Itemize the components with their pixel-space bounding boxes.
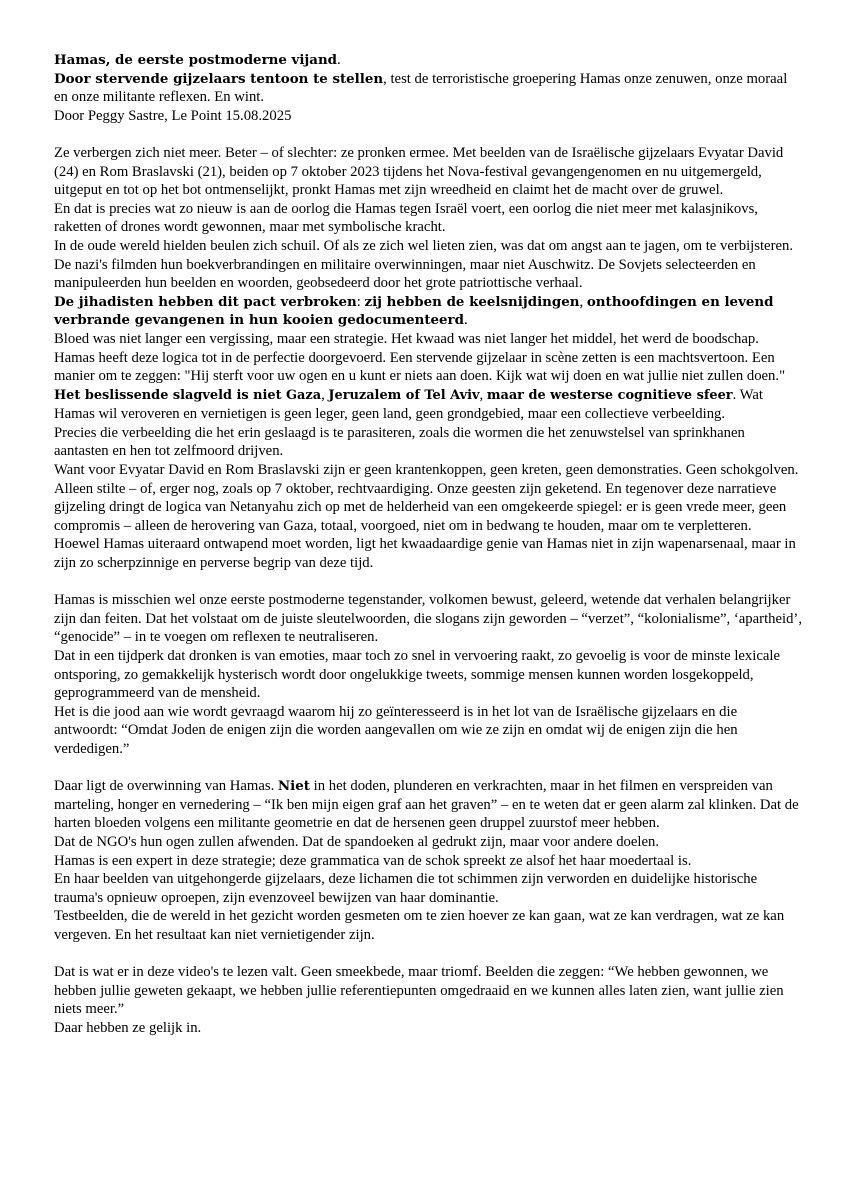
article-page [54, 51, 802, 1037]
paragraph: Bloed was niet langer een vergissing, maar een strategie. Het kwaad was niet langer het middel, het werd de boodschap. [54, 330, 759, 347]
paragraph-gap [54, 573, 802, 592]
closing-line: Daar hebben ze gelijk in. [54, 1019, 202, 1036]
paragraph-emphasis: De jihadisten hebben dit pact verbroken: zij hebben de keelsnijdingen, onthoofdingen en levend verbrande gevangenen in hun kooien gedocumenteerd. [54, 293, 774, 329]
paragraph: Ze verbergen zich niet meer. Beter – of slechter: ze pronken ermee. Met beelden van de Israëlische gijzelaars Evyatar David (24) en Rom Braslavski (21), beiden op 7 oktober 2023 tijdens het Nova-festival gevangengenomen en nu uitgemergeld, uitgeput en tot op het bot ontmenselijkt, pronkt Hamas met zijn wreedheid en claimt het de macht over de gruwel. [54, 144, 784, 199]
paragraph: Dat de NGO's hun ogen zullen afwenden. Dat de spandoeken al gedrukt zijn, maar voor andere doelen. [54, 833, 660, 850]
paragraph: Hoewel Hamas uiteraard ontwapend moet worden, ligt het kwaadaardige genie van Hamas niet in zijn wapenarsenaal, maar in zijn zo scherpzinnige en perverse begrip van deze tijd. [54, 536, 796, 572]
paragraph: Dat is wat er in deze video's te lezen valt. Geen smeekbede, maar triomf. Beelden die zeggen: “We hebben gewonnen, we hebben jullie geweten gekaapt, we hebben jullie referentiepunten omgedraaid en we kunnen alles laten zien, want jullie zien niets meer.” [54, 964, 784, 1018]
paragraph-gap [54, 125, 802, 144]
article-lead [54, 70, 802, 107]
paragraph: Want voor Evyatar David en Rom Braslavski zijn er geen krantenkoppen, geen kreten, geen demonstraties. Geen schokgolven. Alleen stilte – of, erger nog, zoals op 7 oktober, rechtvaardiging. Onze geesten zijn geketend. En tegenover deze narratieve gijzeling dringt de logica van Netanyahu zich op met de helderheid van een omgekeerde spiegel: er is geen vrede meer, geen compromis – alleen de herovering van Gaza, totaal, voorgoed, niet om in bedwang te houden, maar om te verpletteren. [54, 462, 799, 534]
lead-rest: , test de terroristische groepering Hamas onze zenuwen, onze moraal en onze militante reflexen. En wint. [54, 70, 788, 106]
title-end: . [337, 52, 341, 68]
paragraph: Hamas is misschien wel onze eerste postmoderne tegenstander, volkomen bewust, geleerd, wetende dat verhalen belangrijker zijn dan feiten. Dat het volstaat om de juiste sleutelwoorden, die slogans zijn geworden – “verzet”, “kolonialisme”, ‘apartheid’, “genocide” – in te voegen om reflexen te neutraliseren. [54, 592, 802, 646]
byline: Door Peggy Sastre, Le Point 15.08.2025 [54, 107, 292, 124]
paragraph: Precies die verbeelding die het erin geslaagd is te parasiteren, zoals die wormen die het zenuwstelsel van sprinkhanen aantasten en hen tot zelfmoord drijven. [54, 424, 745, 460]
lead-bold: Door stervende gijzelaars tentoon te stellen [54, 70, 384, 87]
title-text: Hamas, de eerste postmoderne vijand [54, 52, 338, 68]
paragraph: Dat in een tijdperk dat dronken is van emoties, maar toch zo snel in vervoering raakt, zo gevoelig is voor de minste lexicale ontsporing, zo gemakkelijk hysterisch wordt door ongelukkige tweets, sommige mensen kunnen worden losgekoppeld, geprogrammeerd van de mensheid. [54, 648, 780, 702]
paragraph: En haar beelden van uitgehongerde gijzelaars, deze lichamen die tot schimmen zijn verworden en duidelijke historische trauma's opnieuw oproepen, zijn evenzoveel bewijzen van haar dominantie. [54, 871, 758, 906]
paragraph: Het is die jood aan wie wordt gevraagd waarom hij zo geïnteresseerd is in het lot van de Israëlische gijzelaars en die antwoordt: “Omdat Joden de enigen zijn die worden aangevallen om wie ze zijn en omdat wij de enigen zijn die hen verdedigen.” [54, 703, 738, 757]
paragraph: En dat is precies wat zo nieuw is aan de oorlog die Hamas tegen Israël voert, een oorlog die niet meer met kalasjnikovs, raketten of drones wordt gewonnen, maar met symbolische kracht. [54, 200, 758, 236]
paragraph: De nazi's filmden hun boekverbrandingen en militaire overwinningen, maar niet Auschwitz. De Sovjets selecteerden en manipuleerden hun beelden en woorden, geobsedeerd door het grote patriottische verhaal. [54, 256, 756, 292]
paragraph: Hamas is een expert in deze strategie; deze grammatica van de schok spreekt ze alsof het haar moedertaal is. [54, 852, 692, 869]
paragraph-gap [54, 759, 802, 778]
paragraph: In de oude wereld hielden beulen zich schuil. Of als ze zich wel lieten zien, was dat om angst aan te jagen, om te verbijsteren. [54, 237, 793, 254]
paragraph-emphasis: Daar ligt de overwinning van Hamas. Niet in het doden, plunderen en verkrachten, maar in het filmen en verspreiden van marteling, honger en vernedering – “Ik ben mijn eigen graf aan het graven” – en te weten dat er geen alarm zal klinken. Dat de harten bloeden volgens een militante geometrie en dat de hersenen geen druppel zuurstof meer hebben. [54, 778, 799, 832]
paragraph-gap [54, 945, 802, 964]
paragraph: Testbeelden, die de wereld in het gezicht worden gesmeten om te zien hoever ze kan gaan, wat ze kan verdragen, wat ze kan vergeven. En het resultaat kan niet vernietigender zijn. [54, 908, 785, 943]
article-title [54, 51, 802, 70]
paragraph-emphasis: Het beslissende slagveld is niet Gaza, Jeruzalem of Tel Aviv, maar de westerse cognitieve sfeer. Wat Hamas wil veroveren en vernietigen is geen leger, geen land, geen grondgebied, maar een collectieve verbeelding. [54, 386, 763, 423]
paragraph: Hamas heeft deze logica tot in de perfectie doorgevoerd. Een stervende gijzelaar in scène zetten is een machtsvertoon. Een manier om te zeggen: "Hij sterft voor uw ogen en u kunt er niets aan doen. Kijk wat wij doen en wat jullie niet zullen doen." [54, 349, 786, 385]
